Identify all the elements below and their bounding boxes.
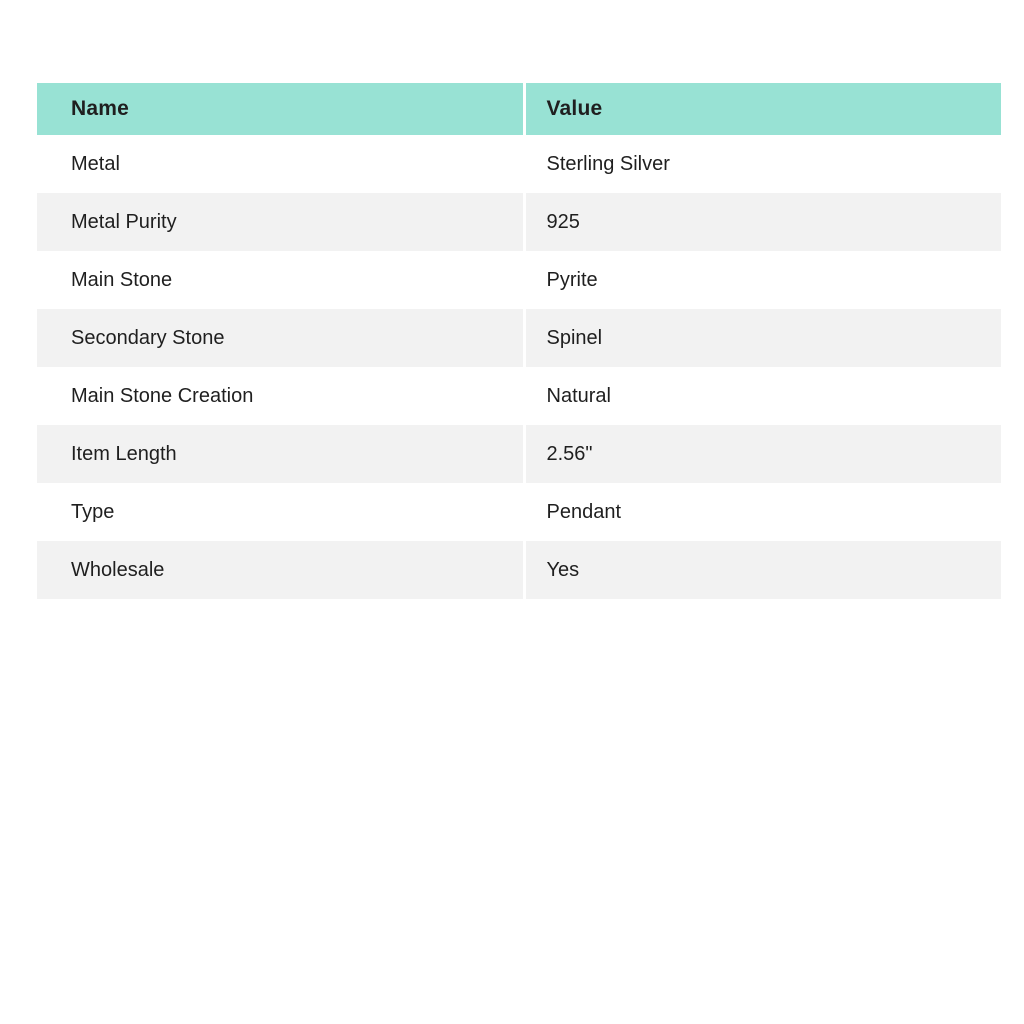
value-cell: Pyrite (524, 251, 1001, 309)
name-cell: Metal Purity (37, 193, 524, 251)
name-cell: Main Stone Creation (37, 367, 524, 425)
name-cell: Wholesale (37, 541, 524, 599)
table-body (37, 135, 1001, 599)
product-attributes-table (37, 83, 1001, 599)
value-cell: Yes (524, 541, 1001, 599)
value-cell: 925 (524, 193, 1001, 251)
table-row (37, 251, 1001, 309)
header-cell-value: Value (524, 83, 1001, 135)
table-row (37, 483, 1001, 541)
table-row (37, 541, 1001, 599)
table-row (37, 309, 1001, 367)
table-row (37, 135, 1001, 193)
table-row (37, 193, 1001, 251)
header-row (37, 83, 1001, 135)
value-cell: 2.56" (524, 425, 1001, 483)
value-cell: Natural (524, 367, 1001, 425)
name-cell: Main Stone (37, 251, 524, 309)
name-cell: Metal (37, 135, 524, 193)
name-cell: Type (37, 483, 524, 541)
value-cell: Spinel (524, 309, 1001, 367)
table-header (37, 83, 1001, 135)
name-cell: Secondary Stone (37, 309, 524, 367)
value-cell: Pendant (524, 483, 1001, 541)
name-cell: Item Length (37, 425, 524, 483)
value-cell: Sterling Silver (524, 135, 1001, 193)
table-row (37, 367, 1001, 425)
table-row (37, 425, 1001, 483)
header-cell-name: Name (37, 83, 524, 135)
